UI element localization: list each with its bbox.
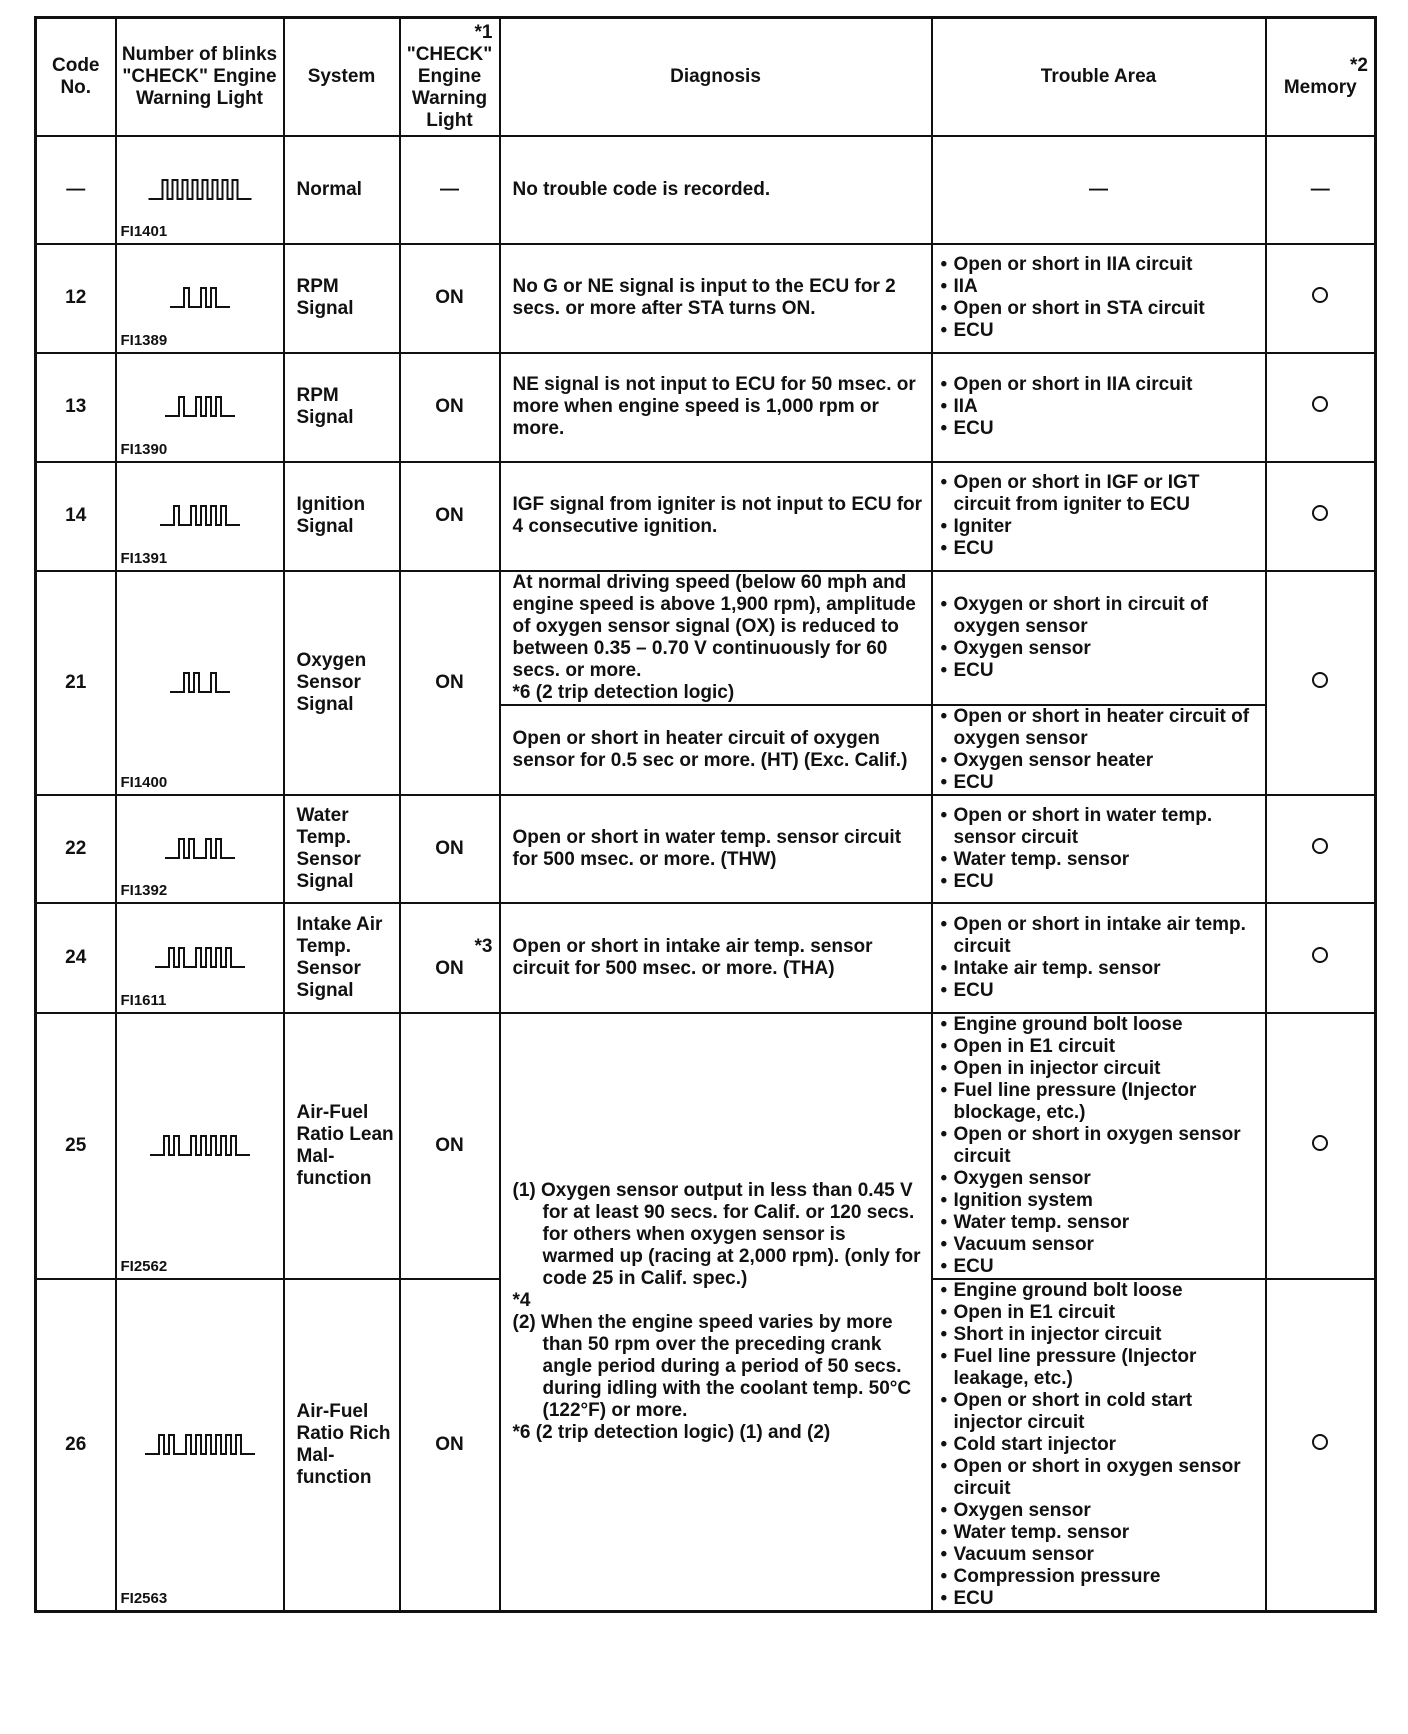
blink-pattern-icon bbox=[125, 394, 275, 420]
trouble-area-item: • Cold start injector bbox=[941, 1434, 1259, 1456]
trouble-area-item: • Open or short in IIA circuit bbox=[941, 254, 1259, 276]
header-check-label: "CHECK" Engine Warning Light bbox=[406, 43, 493, 131]
header-check-light bbox=[400, 18, 500, 136]
trouble-area-item: • ECU bbox=[941, 320, 1259, 342]
trouble-area-cell bbox=[932, 571, 1266, 705]
trouble-area-item: • Open or short in oxygen sensor circuit bbox=[941, 1124, 1259, 1168]
check-light-cell bbox=[400, 136, 500, 244]
check-light-cell: ON bbox=[400, 571, 500, 795]
trouble-area-item: • Short in injector circuit bbox=[941, 1324, 1259, 1346]
trouble-area-item: • Oxygen sensor bbox=[941, 1500, 1259, 1522]
system-cell: Air-Fuel Ratio Lean Mal-function bbox=[284, 1013, 400, 1279]
memory-value: — bbox=[1310, 178, 1330, 200]
trouble-area-list bbox=[933, 706, 1265, 794]
memory-cell bbox=[1266, 353, 1376, 462]
memory-circle-icon bbox=[1312, 947, 1328, 963]
figure-id: FI1390 bbox=[120, 440, 168, 458]
blink-pattern-cell bbox=[116, 462, 284, 571]
diagnosis-list bbox=[513, 1180, 923, 1290]
trouble-area-item: • Vacuum sensor bbox=[941, 1544, 1259, 1566]
header-check-note: *1 bbox=[474, 21, 493, 43]
trouble-area-item: • ECU bbox=[941, 1588, 1259, 1610]
trouble-area-item: • Ignition system bbox=[941, 1190, 1259, 1212]
trouble-area-cell bbox=[932, 903, 1266, 1013]
memory-circle-icon bbox=[1312, 672, 1328, 688]
header-code: Code No. bbox=[36, 18, 116, 136]
diagnosis-cell: NE signal is not input to ECU for 50 msec. or more when engine speed is 1,000 rpm or more. bbox=[500, 353, 932, 462]
trouble-area-item: • Water temp. sensor bbox=[941, 1522, 1259, 1544]
blink-pattern-icon bbox=[125, 177, 275, 203]
header-diagnosis: Diagnosis bbox=[500, 18, 932, 136]
check-light-cell bbox=[400, 1013, 500, 1279]
diagnostic-code-table bbox=[34, 16, 1377, 1613]
trouble-area-cell bbox=[932, 795, 1266, 903]
blink-pattern-cell bbox=[116, 1013, 284, 1279]
trouble-area-item: • IIA bbox=[941, 396, 1259, 418]
figure-id: FI1392 bbox=[120, 881, 168, 899]
check-light-cell bbox=[400, 903, 500, 1013]
trouble-area-item: • Open or short in STA circuit bbox=[941, 298, 1259, 320]
trouble-area-list bbox=[933, 374, 1265, 440]
table-row bbox=[36, 462, 1376, 571]
system-cell: Air-Fuel Ratio Rich Mal-function bbox=[284, 1279, 400, 1612]
memory-cell bbox=[1266, 795, 1376, 903]
check-value: ON bbox=[435, 837, 464, 859]
figure-id: FI1400 bbox=[120, 773, 168, 791]
check-value: ON bbox=[435, 505, 464, 526]
memory-circle-icon bbox=[1312, 1434, 1328, 1450]
check-light-cell bbox=[400, 795, 500, 903]
figure-id: FI1391 bbox=[120, 549, 168, 567]
trouble-area-list bbox=[933, 805, 1265, 893]
check-light-cell bbox=[400, 462, 500, 571]
blink-pattern-cell bbox=[116, 244, 284, 353]
code-cell: — bbox=[36, 136, 116, 244]
blink-pattern-cell bbox=[116, 136, 284, 244]
diagnosis-cell bbox=[500, 571, 932, 705]
diagnosis-cell: IGF signal from igniter is not input to ECU for 4 consecutive ignition. bbox=[500, 462, 932, 571]
diagnosis-cell: Open or short in heater circuit of oxygen sensor for 0.5 sec or more. (HT) (Exc. Calif.) bbox=[500, 705, 932, 795]
table-row bbox=[36, 244, 1376, 353]
blink-pattern-icon bbox=[125, 503, 275, 529]
trouble-area-item: • Open in E1 circuit bbox=[941, 1036, 1259, 1058]
code-cell: 14 bbox=[36, 462, 116, 571]
check-value: ON bbox=[435, 957, 464, 979]
trouble-area-list bbox=[933, 1280, 1265, 1610]
trouble-area-item: • Engine ground bolt loose bbox=[941, 1280, 1259, 1302]
memory-cell bbox=[1266, 1013, 1376, 1279]
trouble-area-item: • Compression pressure bbox=[941, 1566, 1259, 1588]
trouble-area-list bbox=[933, 472, 1265, 560]
trouble-area-list bbox=[933, 914, 1265, 1002]
trouble-area-item: • Open or short in oxygen sensor circuit bbox=[941, 1456, 1259, 1500]
diagnosis-cell: No trouble code is recorded. bbox=[500, 136, 932, 244]
diagnosis-note-6: *6 (2 trip detection logic) (1) and (2) bbox=[512, 1421, 831, 1443]
trouble-area-item: • Open or short in IGF or IGT circuit from igniter to ECU bbox=[941, 472, 1259, 516]
memory-cell bbox=[1266, 571, 1376, 795]
trouble-area-item: • ECU bbox=[941, 660, 1259, 682]
memory-circle-icon bbox=[1312, 287, 1328, 303]
trouble-area-item: • Open or short in intake air temp. circuit bbox=[941, 914, 1259, 958]
trouble-area-cell bbox=[932, 1013, 1266, 1279]
code-cell: 24 bbox=[36, 903, 116, 1013]
memory-circle-icon bbox=[1312, 838, 1328, 854]
system-cell: Water Temp. Sensor Signal bbox=[284, 795, 400, 903]
memory-cell bbox=[1266, 903, 1376, 1013]
diagnosis-cell bbox=[500, 1013, 932, 1612]
code-cell: 13 bbox=[36, 353, 116, 462]
blink-pattern-cell bbox=[116, 903, 284, 1013]
memory-cell bbox=[1266, 136, 1376, 244]
trouble-area-item: • Open in injector circuit bbox=[941, 1058, 1259, 1080]
check-value: ON bbox=[435, 287, 464, 308]
trouble-area-item: • Oxygen or short in circuit of oxygen sensor bbox=[941, 594, 1259, 638]
system-cell: Oxygen Sensor Signal bbox=[284, 571, 400, 795]
trouble-area-item: • ECU bbox=[941, 1256, 1259, 1278]
blink-pattern-icon bbox=[125, 1432, 275, 1458]
code-cell: 21 bbox=[36, 571, 116, 795]
trouble-area-cell bbox=[932, 1279, 1266, 1612]
diagnosis-cell: Open or short in water temp. sensor circuit for 500 msec. or more. (THW) bbox=[500, 795, 932, 903]
trouble-area-item: • ECU bbox=[941, 871, 1259, 893]
blink-pattern-icon bbox=[125, 285, 275, 311]
table-row bbox=[36, 903, 1376, 1013]
blink-pattern-icon bbox=[125, 945, 275, 971]
system-cell: Intake Air Temp. Sensor Signal bbox=[284, 903, 400, 1013]
memory-cell bbox=[1266, 244, 1376, 353]
blink-pattern-cell bbox=[116, 571, 284, 795]
table-row bbox=[36, 136, 1376, 244]
diagnosis-item-2: (2) When the engine speed varies by more than 50 rpm over the preceding crank angle period during a period of 50 secs. during idling with the coolant temp. 50°C (122°F) or more. bbox=[512, 1311, 912, 1421]
trouble-area-cell bbox=[932, 462, 1266, 571]
trouble-area-item: • Oxygen sensor bbox=[941, 1168, 1259, 1190]
trouble-area-cell bbox=[932, 705, 1266, 795]
trouble-area-item: • Open or short in water temp. sensor circuit bbox=[941, 805, 1259, 849]
check-value: ON bbox=[435, 1433, 464, 1455]
table-row bbox=[36, 571, 1376, 705]
trouble-area-item: • Vacuum sensor bbox=[941, 1234, 1259, 1256]
check-light-cell bbox=[400, 244, 500, 353]
trouble-area-item: • ECU bbox=[941, 538, 1259, 560]
header-memory-note: *2 bbox=[1350, 54, 1368, 76]
trouble-area-item: • Oxygen sensor bbox=[941, 638, 1259, 660]
trouble-area-cell bbox=[932, 244, 1266, 353]
system-cell: RPM Signal bbox=[284, 353, 400, 462]
blink-pattern-cell bbox=[116, 1279, 284, 1612]
figure-id: FI2563 bbox=[120, 1589, 168, 1607]
blink-pattern-cell bbox=[116, 353, 284, 462]
header-memory-label: Memory bbox=[1283, 76, 1357, 98]
trouble-area-item: • Oxygen sensor heater bbox=[941, 750, 1259, 772]
check-value: ON bbox=[435, 396, 464, 417]
trouble-area-item: • Open or short in cold start injector circuit bbox=[941, 1390, 1259, 1434]
check-value: — bbox=[440, 178, 459, 200]
table-row bbox=[36, 353, 1376, 462]
check-value: ON bbox=[435, 1134, 464, 1156]
diagnosis-cell: No G or NE signal is input to the ECU for 2 secs. or more after STA turns ON. bbox=[500, 244, 932, 353]
trouble-area-item: • ECU bbox=[941, 772, 1259, 794]
code-cell: 12 bbox=[36, 244, 116, 353]
trouble-area-item: • Open or short in IIA circuit bbox=[941, 374, 1259, 396]
figure-id: FI1389 bbox=[120, 331, 168, 349]
system-cell: RPM Signal bbox=[284, 244, 400, 353]
memory-circle-icon bbox=[1312, 1135, 1328, 1151]
trouble-area-item: • Fuel line pressure (Injector leakage, etc.) bbox=[941, 1346, 1259, 1390]
trouble-area-item: • Open or short in heater circuit of oxygen sensor bbox=[941, 706, 1259, 750]
trouble-area-cell bbox=[932, 353, 1266, 462]
header-blinks: Number of blinks "CHECK" Engine Warning Light bbox=[116, 18, 284, 136]
trouble-area-item: • Engine ground bolt loose bbox=[941, 1014, 1259, 1036]
trouble-area-item: • Igniter bbox=[941, 516, 1259, 538]
table-body bbox=[36, 136, 1376, 1612]
diagnosis-note: *6 (2 trip detection logic) bbox=[512, 681, 735, 703]
code-cell: 25 bbox=[36, 1013, 116, 1279]
trouble-area-item: • ECU bbox=[941, 980, 1259, 1002]
check-note: *3 bbox=[474, 935, 493, 957]
diagnosis-note-4: *4 bbox=[512, 1289, 531, 1311]
header-system: System bbox=[284, 18, 400, 136]
memory-cell bbox=[1266, 462, 1376, 571]
blink-pattern-cell bbox=[116, 795, 284, 903]
trouble-area-item: • Intake air temp. sensor bbox=[941, 958, 1259, 980]
trouble-area-item: • Water temp. sensor bbox=[941, 1212, 1259, 1234]
diagnosis-cell: Open or short in intake air temp. sensor circuit for 500 msec. or more. (THA) bbox=[500, 903, 932, 1013]
trouble-area-item: • IIA bbox=[941, 276, 1259, 298]
trouble-area-list bbox=[933, 594, 1265, 682]
memory-circle-icon bbox=[1312, 505, 1328, 521]
figure-id: FI1401 bbox=[120, 222, 168, 240]
trouble-area-list bbox=[933, 254, 1265, 342]
trouble-area-value: — bbox=[1089, 178, 1108, 200]
trouble-area-item: • Open in E1 circuit bbox=[941, 1302, 1259, 1324]
system-cell: Ignition Signal bbox=[284, 462, 400, 571]
header-memory bbox=[1266, 18, 1376, 136]
code-cell: 22 bbox=[36, 795, 116, 903]
blink-pattern-icon bbox=[125, 836, 275, 862]
figure-id: FI2562 bbox=[120, 1257, 168, 1275]
trouble-area-item: • Fuel line pressure (Injector blockage, etc.) bbox=[941, 1080, 1259, 1124]
system-cell: Normal bbox=[284, 136, 400, 244]
blink-pattern-icon bbox=[125, 1133, 275, 1159]
diagnosis-list bbox=[513, 1312, 923, 1422]
memory-cell bbox=[1266, 1279, 1376, 1612]
figure-id: FI1611 bbox=[120, 991, 167, 1009]
memory-circle-icon bbox=[1312, 396, 1328, 412]
trouble-area-item: • Water temp. sensor bbox=[941, 849, 1259, 871]
trouble-area-item: • ECU bbox=[941, 418, 1259, 440]
diagnosis-item-1: (1) Oxygen sensor output in less than 0.45 V for at least 90 secs. for Calif. or 120 secs. for others when oxygen sensor is warmed up (racing at 2,000 rpm). (only for code 25 in Calif. spec.) bbox=[512, 1179, 921, 1289]
blink-pattern-icon bbox=[125, 670, 275, 696]
diagnosis-text: At normal driving speed (below 60 mph and engine speed is above 1,900 rpm), amplitude of oxygen sensor signal (OX) is reduced to between 0.35 – 0.70 V continuously for 60 secs. or more. bbox=[512, 571, 916, 681]
code-cell: 26 bbox=[36, 1279, 116, 1612]
table-row bbox=[36, 795, 1376, 903]
table-row bbox=[36, 1013, 1376, 1279]
check-light-cell bbox=[400, 353, 500, 462]
trouble-area-list bbox=[933, 1014, 1265, 1278]
trouble-area-cell bbox=[932, 136, 1266, 244]
header-trouble-area: Trouble Area bbox=[932, 18, 1266, 136]
check-light-cell bbox=[400, 1279, 500, 1612]
